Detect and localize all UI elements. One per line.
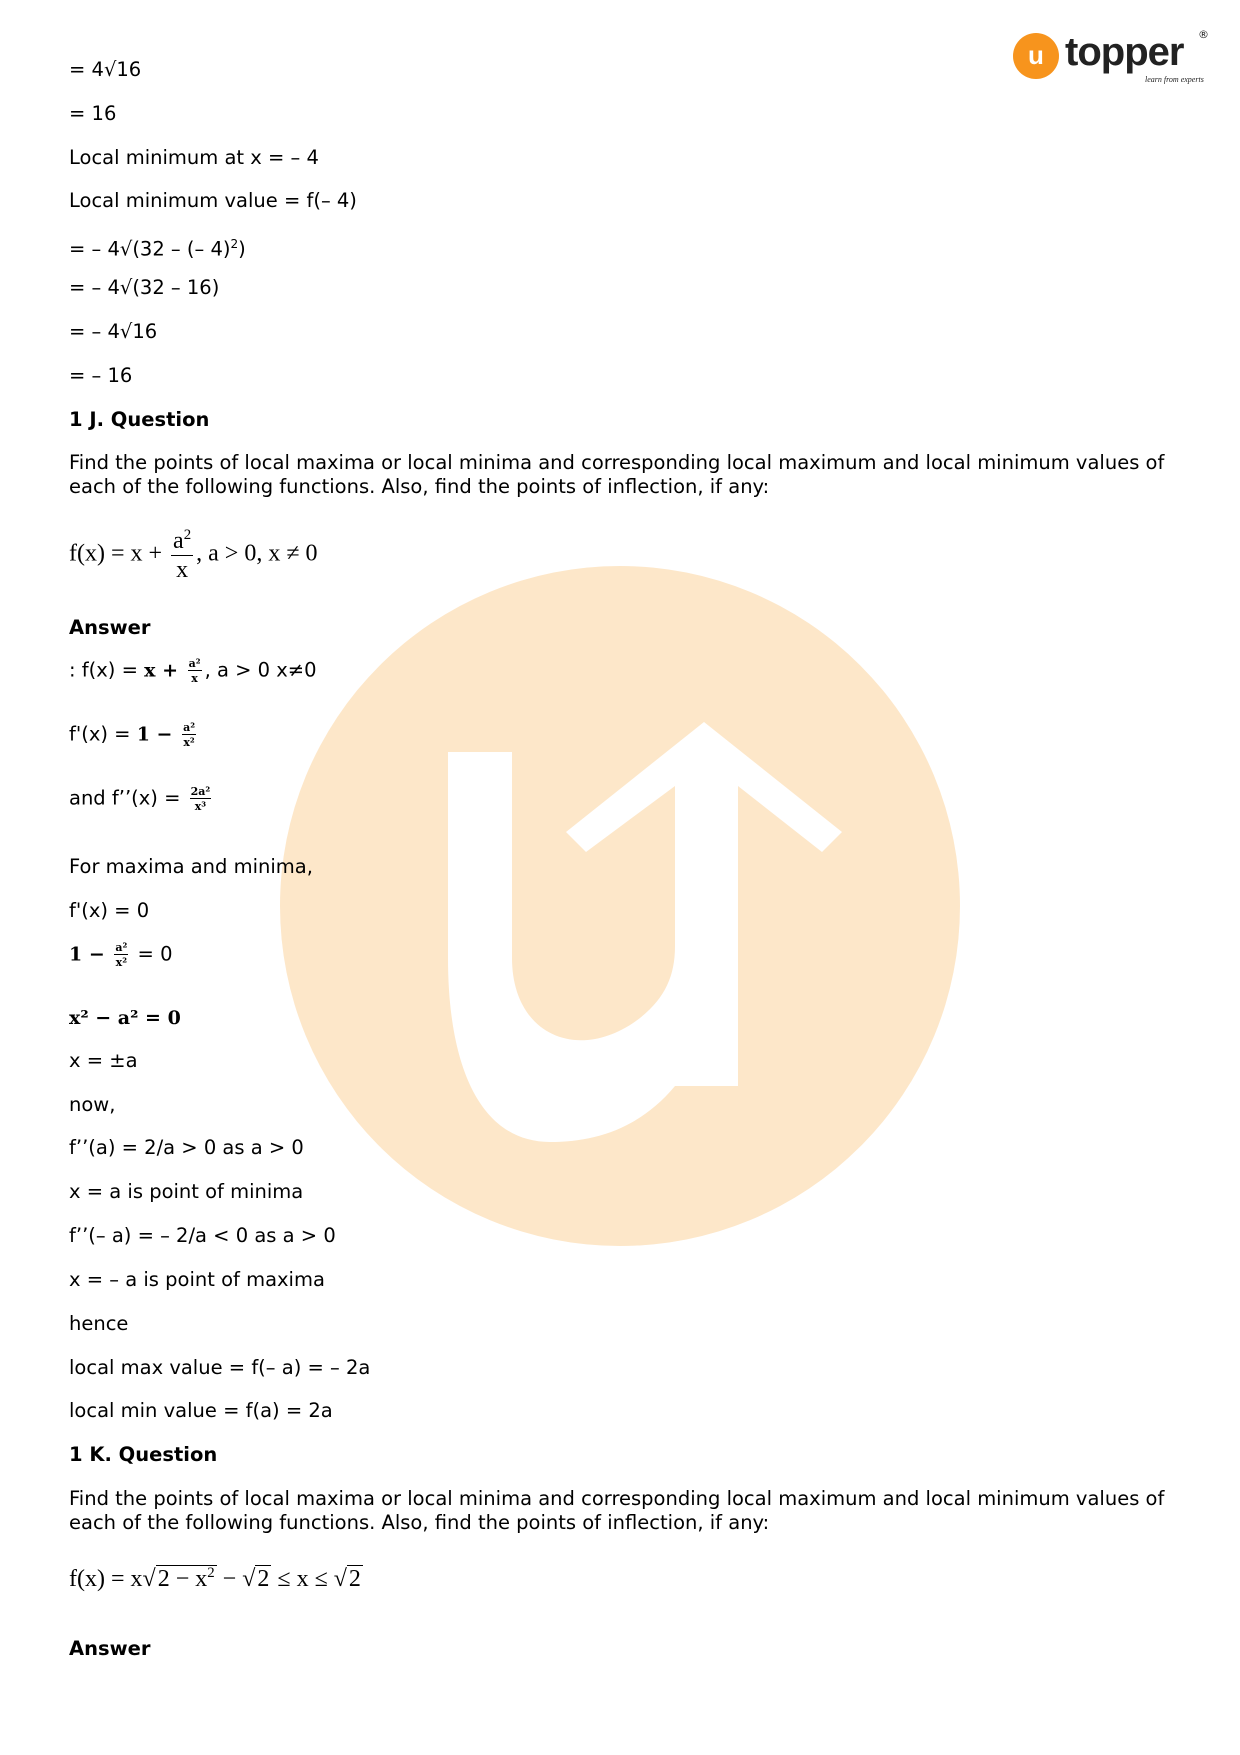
step-line: = – 16 [69, 364, 133, 387]
registered-mark: ® [1198, 28, 1209, 41]
answer-label: Answer [69, 1637, 151, 1660]
eq-rest: , a > 0, x ≠ 0 [196, 540, 318, 567]
answer-step: hence [69, 1312, 129, 1335]
brand-logo[interactable] [1013, 30, 1213, 92]
radical: 2 [348, 1566, 361, 1592]
step-line: Local minimum value = f(– 4) [69, 189, 357, 212]
answer-step: now, [69, 1093, 116, 1116]
answer-step: f’’(a) = 2/a > 0 as a > 0 [69, 1136, 304, 1159]
expr-part: 1 − [136, 723, 180, 746]
answer-step: f’’(– a) = – 2/a < 0 as a > 0 [69, 1224, 336, 1247]
step-line [69, 232, 246, 262]
expr-part: : f(x) = [69, 658, 145, 682]
radical: $2 - x^2$ [157, 1565, 215, 1592]
fraction: $\frac{\text{2a²}}{\text{x³}}$ [190, 785, 211, 813]
exponent: 2 [230, 237, 239, 251]
step-line: = – 4√(32 – 16) [69, 276, 220, 299]
question-equation [69, 528, 318, 582]
watermark-logo [280, 566, 960, 1246]
answer-step: local min value = f(a) = 2a [69, 1399, 333, 1422]
brand-tagline: learn from experts [1145, 75, 1204, 84]
brand-name: topper [1065, 30, 1184, 74]
answer-step: x = – a is point of maxima [69, 1268, 325, 1291]
eq-lhs: f(x) = x + [69, 540, 169, 567]
denominator: x [176, 557, 189, 583]
fraction [171, 528, 193, 582]
step-line: = 16 [69, 102, 117, 125]
eq-lhs: f(x) = x [69, 1566, 143, 1592]
expr-part: 1 − [69, 943, 112, 966]
answer-step: x² − a² = 0 [69, 1007, 181, 1029]
svg-text:u: u [1028, 40, 1044, 70]
expr-part: ≤ x ≤ [271, 1566, 334, 1592]
answer-step: local max value = f(– a) = – 2a [69, 1356, 371, 1379]
question-prompt: Find the points of local maxima or local minima and corresponding local maximum and local minimum values of each of the following functions. Also, find the points of inflection, if any: [69, 1487, 1165, 1534]
numerator: a [173, 528, 184, 554]
answer-step: For maxima and minima, [69, 855, 313, 878]
expr-part: = – 4√(32 – (– 4) [69, 237, 231, 261]
answer-label: Answer [69, 616, 151, 639]
expr-part: ) [238, 237, 246, 261]
radical: 2 [257, 1566, 270, 1592]
expr-part: − [216, 1566, 243, 1592]
expr-part: x + [144, 659, 185, 682]
exponent: 2 [183, 527, 192, 543]
question-heading: 1 J. Question [69, 408, 210, 431]
answer-step [69, 722, 199, 748]
step-line: Local minimum at x = – 4 [69, 146, 319, 169]
expr-part: and f’’(x) = [69, 786, 187, 810]
step-line: = 4√16 [69, 58, 142, 81]
fraction: $\frac{\text{a²}}{\text{x²}}$ [183, 721, 196, 749]
question-equation: $f(x) = x√2 - x^2 - √2 \le x \le √2$ [69, 1565, 361, 1592]
answer-step [69, 942, 172, 968]
answer-step: f'(x) = 0 [69, 899, 150, 922]
question-prompt: Find the points of local maxima or local minima and corresponding local maximum and local minimum values of each of the following functions. Also, find the points of inflection, if any: [69, 451, 1165, 498]
answer-step: x = a is point of minima [69, 1180, 304, 1203]
expr-part: , a > 0 x≠0 [204, 658, 317, 682]
fraction: $\frac{\text{a²}}{x}$ [188, 657, 201, 685]
step-line: = – 4√16 [69, 320, 158, 343]
expr-part: = 0 [131, 942, 173, 966]
answer-step [69, 786, 214, 812]
fraction: $\frac{\text{a²}}{\text{x²}}$ [115, 941, 128, 969]
question-heading: 1 K. Question [69, 1443, 218, 1466]
answer-step [69, 658, 317, 684]
expr-part: f'(x) = [69, 722, 137, 746]
answer-step: x = ±a [69, 1049, 138, 1072]
